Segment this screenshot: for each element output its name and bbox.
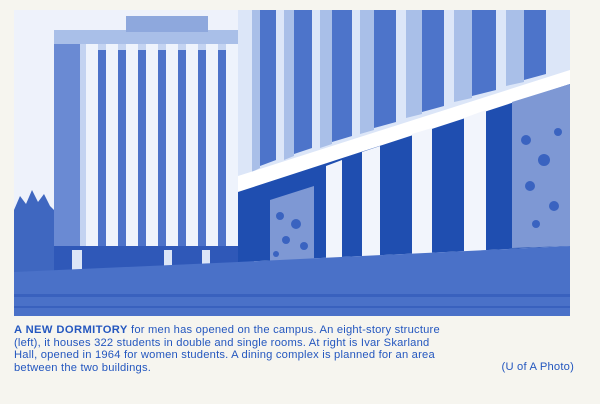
campus-photo [14, 10, 570, 316]
caption-line-1-text: for men has opened on the campus. An eight-story structure [127, 324, 440, 336]
photo-caption [14, 324, 586, 394]
dormitory-building [54, 16, 254, 272]
skarland-hall-building [238, 10, 570, 262]
caption-line-1 [14, 324, 586, 337]
trees-left [14, 190, 54, 272]
photo-credit: (U of A Photo) [501, 361, 574, 373]
caption-line-4: between the two buildings. [14, 361, 152, 374]
caption-line-2: (left), it houses 322 students in double and single rooms. At right is Ivar Skarland [14, 336, 430, 349]
caption-lead: A NEW DORMITORY [14, 324, 128, 336]
caption-line-3: Hall, opened in 1964 for women students. A dining complex is planned for an area [14, 349, 435, 361]
